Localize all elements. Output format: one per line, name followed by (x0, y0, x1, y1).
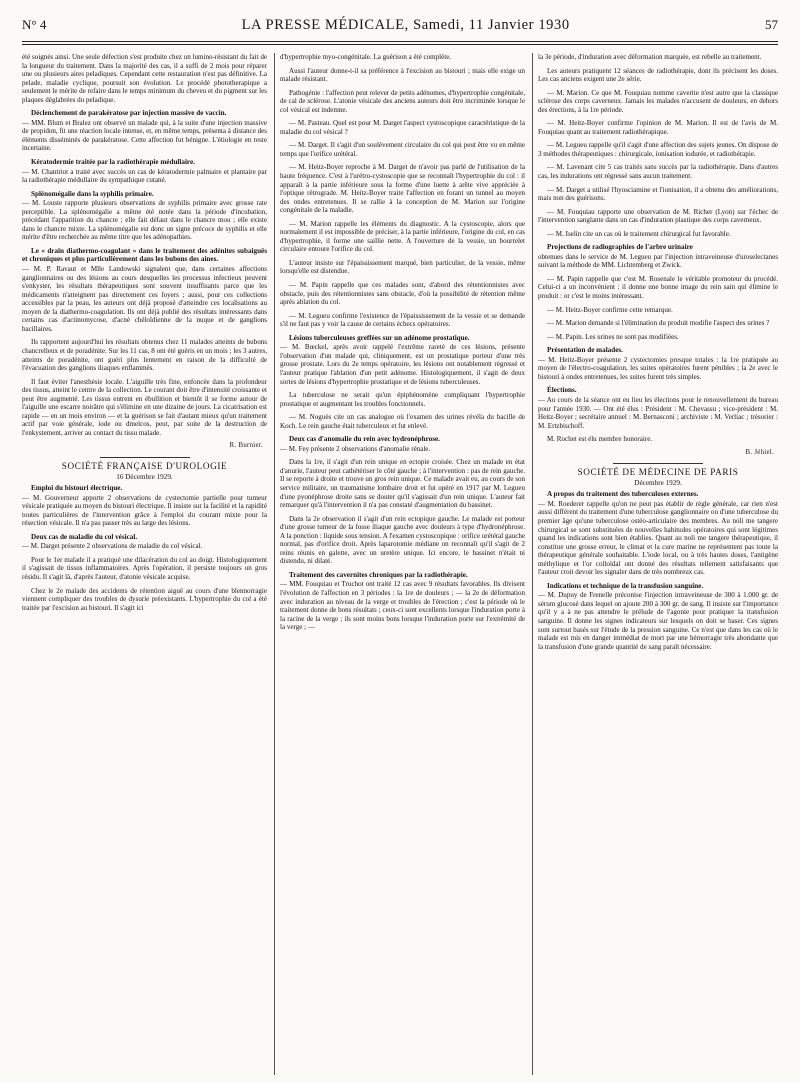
paragraph: — M. Fey présente 2 observations d'anomalie rénale. (280, 444, 431, 453)
paragraph: L'auteur insiste sur l'épaississement marqué, bien particulier, de la vessie, même lorsqu'elle est distendue. (280, 258, 525, 276)
paragraph: — M. Lavenant cite 5 cas traités sans succès par la radiothérapie. Dans d'autres cas, les indurations ont régressé sans aucun traitement. (538, 163, 778, 181)
header-rule (22, 41, 778, 42)
section-heading: Deux cas de maladie du col vésical. (31, 532, 138, 541)
paragraph: Dans la 1re, il s'agit d'un rein unique en ectopie croisée. Chez un malade en état d'anurie, l'auteur peut cathétériser le côté gauche ; à l'intervention : pas de rein gauche. Il se reporte à droite et trouve un gros rein unique. Ce malade avait eu, au cours de son service militaire, un traumatisme lombaire droit et fut opéré en 1917 par M. Legueu d'une pyonéphrose droite sans se douter qu'il s'agissait d'un rein unique. L'auteur fait remarquer qu'à l'intervention il n'a pas constaté d'augmentation du bassinet. (280, 458, 525, 510)
paragraph: — M. Darget. Il s'agit d'un soulèvement circulaire du col qui peut être vu en même temps que l'orifice urétéral. (280, 141, 525, 158)
paragraph: — M. Legueu rappelle qu'il s'agit d'une affection des sujets jeunes. On dispose de 3 méthodes thérapeutiques : chirurgicale, ionisation iodurée, et radiothérapie. (538, 141, 778, 158)
journal-title: LA PRESSE MÉDICALE, Samedi, 11 Janvier 1930 (241, 17, 570, 33)
paragraph: — M. Darget présente 2 observations de maladie du col vésical. (22, 542, 203, 551)
paragraph: — MM. Fouquiau et Truchot ont traité 12 cas avec 9 résultats favorables. Ils divisent l'évolution de l'affection en 3 périodes : la 1re de douleurs ; — la 2e de déformation avec induration au niveau de la verge et troubles de l'érection ; c'est la période où le traitement donne de bons résultats ; ceux-ci sont excellents lorsque l'induration porte à la racine de la verge ; ils sont moins bons lorsque l'induration porte sur l'extrémité de la verge ; — (280, 580, 525, 632)
paragraph: — M. Heitz-Boyer confirme cette remarque. (547, 305, 673, 314)
society-header (22, 457, 267, 481)
paragraph: Ils rapportent aujourd'hui les résultats obtenus chez 11 malades atteints de bubons chancrelleux et de poradénite. Sur les 11 cas, 8 ont été guéris en un mois ; les 3 autres, atteints de poradénite, ont guéri plus lentement en raison de la difficulté de l'évacuation des ganglions iliaques enflammés. (22, 338, 267, 373)
paragraph: — M. Bœckel, après avoir rappelé l'extrême rareté de ces lésions, présente l'observation d'un malade qui, cliniquement, est un prostatique porteur d'une très grosse prostate. Lors du 2e temps opératoire, les lésions ont notablement régressé et l'auteur pratique l'ablation d'un petit adénome. Histologiquement, il s'agit de deux sortes de lésions d'hypertrophie prostatique et de lésions tuberculeuses. (280, 343, 525, 386)
paragraph: la 3e période, d'induration avec déformation marquée, est rebelle au traitement. (538, 53, 762, 61)
paragraph: Chez le 2e malade des accidents de rétention aiguë au cours d'une blennorragie viennent compliquer des troubles de dysurie préexistants. L'hypertrophie du col a été traitée par l'excision au bistouri. Il s'agit ici (22, 586, 267, 612)
paragraph: — M. Papin rappelle que c'est M. Rosenale le véritable promoteur du procédé. Celui-ci a un inconvénient : il donne une bonne image du rein sain qui élimine le produit : or c'est le moins intéressant. (538, 274, 778, 301)
page-number: 57 (764, 17, 778, 32)
paragraph: — M. Chantriot a traité avec succès un cas de kératodermie palmaire et plantaire par la radiothérapie médullaire du sympathique cutané. (22, 167, 267, 185)
paragraph: — M. Marion demande si l'élimination du produit modifie l'aspect des urines ? (547, 319, 770, 328)
paragraph: — M. Darget a utilisé l'hyosciamine et l'ionisation, il a obtenu des améliorations, mais non des guérisons. (538, 185, 778, 203)
author-signature: R. Burnier. (229, 442, 263, 450)
paragraph: — M. Iselin cite un cas où le traitement chirurgical fut favorable. (547, 229, 731, 238)
paragraph: — M. Heitz-Boyer présente 2 cystectomies presque totales : la 1re pratiquée au moyen de l'électro-coagulation, les suites opératoires furent pénibles ; la 2e avec le bistouri à ondes entretenues, les suites furent très simples. (538, 355, 778, 381)
paragraph: — M. P. Ravaut et Mlle Landowski signalent que, dans certaines affections ganglionnaires ou des lésions au cours desquelles les processus infectieux peuvent s'enkyster, les résultats thérapeutiques sont souvent insuffisants parce que les médicaments n'atteignent pas directement ces foyers ; aussi, pour ces collections accessibles par la peau, les auteurs ont déjà proposé d'atteindre ces localisations au moyen de la diathermo-coagulation. Ils ont déjà publié des résultats intéressants dans certains cas d'actinomycose, d'acné chéloïdienne de la nuque et de ganglions bacillaires. (22, 265, 267, 333)
society-name: SOCIÉTÉ DE MÉDECINE DE PARIS (577, 467, 739, 478)
paragraph: — Au cours de la séance ont eu lieu les élections pour le renouvellement du bureau pour l'année 1930. — Ont été élus : Président : M. Chevassu ; vice-président : M. Heitz-Boyer ; secrétaire annuel : M. Bernasconi ; archiviste : M. Verliac ; trésorier : M. Ertzbischoff. (538, 395, 778, 430)
paragraph: — M. Fouquiau rapporte une observation de M. Richer (Lyon) sur l'échec de l'intervention sanglante dans un cas d'induration plastique des corps caverneux. (538, 207, 778, 225)
column-2 (280, 53, 525, 1075)
section-heading: Déclenchement de parakératose par injection massive de vaccin. (31, 109, 227, 118)
column-3 (538, 53, 778, 1075)
section-heading: Kératodermie traitée par la radiothérapie médullaire. (31, 158, 195, 167)
paragraph: — M. Dupuy de Frenelle préconise l'injection intraveineuse de 300 à 1.000 gr. de sérum glucosé dans lequel on ajoute 200 à 300 gr. de sang. Il insiste sur l'importance qu'il y a à ne pas attendre le prélude de l'agonie pour pratiquer la transfusion sanguine. Il donne les signes indicateurs sur lesquels on doit se baser. Ces signes sont surtout basés sur l'étude de la pression sanguine. Ce n'est que dans les cas où le malade est mis en danger immédiat de mort par une hémorragie très abondante que la transfusion d'une grande quantité de sang paraît nécessaire. (538, 591, 778, 651)
section-heading: Lésions tuberculeuses greffées sur un adénome prostatique. (289, 333, 470, 342)
society-name: SOCIÉTÉ FRANÇAISE D'UROLOGIE (61, 460, 228, 471)
running-header (22, 17, 778, 39)
section-heading: Présentation de malades. (547, 346, 623, 355)
section-rule (100, 457, 190, 458)
section-heading: Traitement des cavernites chroniques par la radiothérapie. (289, 570, 468, 579)
paragraph: — MM. Blum et Bralez ont observé un malade qui, à la suite d'une injection massive de propidon, fit une réaction locale intense, et, en même temps, présenta à distance des éléments disséminés de parakératose. Cette affection fut bénigne. L'étiologie en reste incertaine. (22, 118, 267, 153)
paragraph: — M. Papin rappelle que ces malades sont, d'abord des rétentionnistes avec obstacle, puis des rétentionnistes sans obstacle, d'où la possibilité de rétention même après ablation du col. (280, 281, 525, 307)
paragraph: Pathogénie : l'affection peut relever de petits adénomes, d'hypertrophie congénitale, de cal de sclérose. L'atonie vésicale des anciens auteurs doit être incriminée lorsque le col vésical est indemne. (280, 88, 525, 114)
paragraph: — M. Noguès cite un cas analogue où l'examen des urines révéla du bacille de Koch. Le rein gauche était tuberculeux et fut enlevé. (280, 413, 525, 430)
column-1 (22, 53, 267, 1075)
paragraph: Aussi l'auteur donne-t-il sa préférence à l'excision au bistouri ; mais elle exige un malade résistant. (280, 66, 525, 84)
paragraph: Il faut éviter l'anesthésie locale. L'aiguille très fine, enfoncée dans la profondeur des tissus, atteint le centre de la collection. Le courant doit être d'intensité croissante et peut être augmenté. Les tissus entrent en ébullition et bientôt il se forme autour de l'aiguille une escarre noirâtre qui s'élimine en une dizaine de jours. La cicatrisation est rapide — en un mois environ — et la guérison se fait d'autant mieux qu'un traitement actif par voie générale, iode ou dmelcos, peut, par suite de la destruction de l'enkystement, arriver au contact du tissu malade. (22, 377, 267, 437)
column-divider (532, 53, 533, 1075)
paragraph: été soignés ainsi. Une seule défection s'est produite chez un lumino-résistant du fait de la longueur du traitement. Dans la majorité des cas, il a suffi de 2 mois pour réparer une ou plusieurs aires peladiques. Cependant cette restauration n'est pas définitive. La pelade, maladie cyclique, poursuit son évolution. Le procédé phototherapique a seulement le mérite de refaire dans le temps minimum du cheveu et du pigment sur les plaques déglabrées du peladique. (22, 53, 267, 104)
issue-number: N° 4 (22, 17, 47, 32)
section-heading: Indications et technique de la transfusion sanguine. (547, 581, 704, 590)
section-heading: Le « drain diathermo-coagulant » dans le traitement des adénites subaiguës et chroniques et plus particulièrement dans les bubons des aines. (22, 246, 267, 264)
paragraph: — M. Marion. Ce que M. Fouquiau nomme caverite n'est autre que la classique sclérose des corps caverneux. Jamais les malades n'accusent de douleurs, en dehors des érections, à la 1re période. (538, 88, 778, 114)
section-rule (613, 463, 703, 464)
section-heading: Élections. (547, 386, 577, 395)
paragraph: obtenues dans le service de M. Legueu par l'injection intraveineuse d'uroselectanes suivant la méthode de MM. Lichtemberg et Zwick. (538, 252, 778, 270)
paragraph: M. Rochet est élu membre honoraire. (547, 435, 653, 444)
paragraph: d'hypertrophie myo-congénitale. La guérison a été complète. (280, 53, 452, 61)
section-heading: Projections de radiographies de l'arbre urinaire (547, 243, 693, 252)
society-header (538, 463, 778, 487)
section-heading: Deux cas d'anomalie du rein avec hydronéphrose. (289, 435, 440, 444)
paragraph: — M. Heitz-Boyer reproche à M. Darget de n'avoir pas parlé de l'utilisation de la haute fréquence. C'est à l'urétro-cystoscopie que se reconnaît l'hypertrophie du col : il apparaît à la partie inférieure sous la forme d'une luette à arête vive appréciée à l'optique rétrograde. M. Heitz-Boyer traite l'affection en forant un tunnel au moyen des ondes entretenues. Il se rallie à la conception de M. Marion sur l'origine congénitale de la maladie. (280, 163, 525, 215)
session-date: Décembre 1929. (634, 478, 682, 487)
section-heading: Splénomégalie dans la syphilis primaire. (31, 189, 154, 198)
paragraph: Les auteurs pratiquent 12 séances de radiothérapie, dont ils précisent les doses. Les cas anciens exigent une 2e série. (538, 66, 778, 84)
paragraph: — M. Marion rappelle les éléments du diagnostic. A la cystoscopie, alors que normalement il est impossible de préciser, à la partie inférieure, l'origine du col, en cas d'hypertrophie, il forme une saillie nette. A l'ouverture de la vessie, un bourrelet circulaire entoure l'orifice du col. (280, 219, 525, 254)
section-heading: A propos du traitement des tuberculoses externes. (547, 490, 699, 499)
paragraph: — M. Roederer rappelle qu'on ne peut pas établir de règle générale, car rien n'est aussi différent du traitement d'une tuberculose ganglionnaire ou d'une tuberculose du premier âge qu'une tuberculose ostéo-articulaire des membres. Au noli me tangere chirurgical se sont substituées de nouvelles habitudes opératoires qui sont légitimes quand les indications sont bien établies. Quant au noli me tangere thérapeutique, il constitue une grosse erreur, le climat et la cure marine ne représentent pas toute la thérapeutique générale souhaitable. L'iode local, ou à très hautes doses, l'antigène méthylique et l'or colloïdal ont donné des résultats tellement satisfaisants que l'auteur croit devoir les signaler dans de très nombreux cas. (538, 499, 778, 577)
paragraph: — M. Pasteau. Quel est pour M. Darget l'aspect cystoscopique caractéristique de la maladie du col vésical ? (280, 119, 525, 136)
header-rule-thin (22, 44, 778, 45)
section-heading: Emploi du bistouri électrique. (31, 484, 123, 493)
paragraph: — M. Gouverneur apporte 2 observations de cystectomie partielle pour tumeur vésicale pratiquée au moyen du bistouri électrique. Il insiste sur la facilité et la rapidité toutes particulières de l'intervention grâce à l'emploi du courant mixte pour la résection vésicale. Il n'a pas passer très au large des lésions. (22, 493, 267, 528)
paragraph: — M. Papin. Les urines ne sont pas modifiées. (547, 332, 679, 341)
paragraph: Pour le 1er malade il a pratiqué une dilacération du col au doigt. Histologiquement il s'agissait de tissus inflammatoires. Après l'opération, il persiste toujours un gros résidu. Il s'agit là, d'après l'auteur, d'atonie vésicale acquise. (22, 555, 267, 581)
author-signature: B. Jéhiel. (745, 448, 774, 456)
paragraph: — M. Legueu confirme l'existence de l'épaississement de la vessie et se demande s'il ne faut pas y voir la cause de certains échecs opératoires. (280, 311, 525, 329)
paragraph: La tuberculose ne serait qu'un épiphénomène compliquant l'hypertrophie prostatique et augmentant les troubles fonctionnels. (280, 391, 525, 408)
session-date: 16 Décembre 1929. (116, 472, 173, 481)
paragraph: — M. Louste rapporte plusieurs observations de syphilis primaire avec grosse rate perceptible. La splénomégalie a même été notée dans la période d'incubation, précédant l'apparition du chancre ; elle fait défaut dans le chancre mou ; elle existe dans le chancre mixte. La splénomégalie est donc un signe précoce de syphilis et elle mérite d'être recherchée au même titre que les adénopathies. (22, 199, 267, 242)
paragraph: Dans la 2e observation il s'agit d'un rein ectopique gauche. Le malade est porteur d'une grosse tumeur de la fosse iliaque gauche avec douleurs à type d'hydronéphrose. A la ponction : liquide sous tension. A l'examen cystoscopique : orifice urétéral gauche normal, pas d'orifice droit. Après laparotomie médiane on reconnaît qu'il s'agit de 2 reins réunis en galette, avec un uretère unique. Ici encore, le bassinet n'était ni distendu, ni dilaté. (280, 514, 525, 566)
column-divider (274, 53, 275, 1075)
paragraph: — M. Heitz-Boyer confirme l'opinion de M. Marion. Il est de l'avis de M. Fouquiau quant au traitement radiothérapique. (538, 119, 778, 136)
